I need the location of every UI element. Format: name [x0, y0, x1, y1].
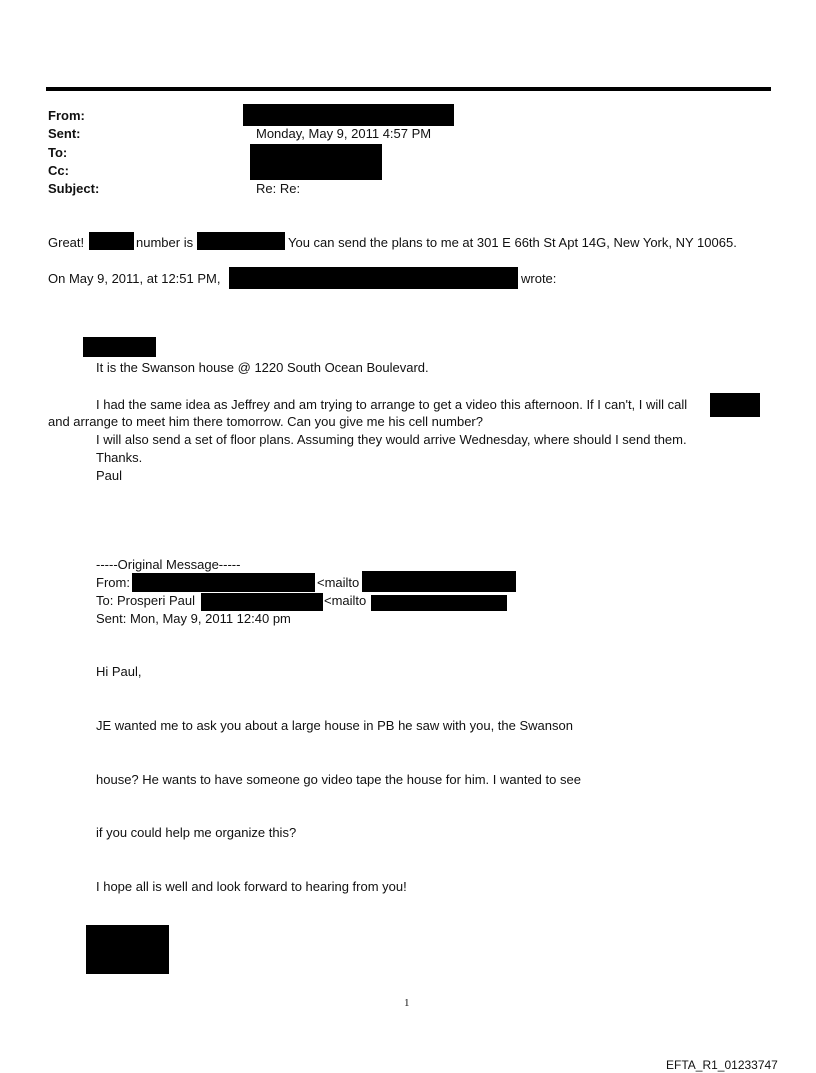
document-id: EFTA_R1_01233747	[666, 1058, 778, 1072]
body-paragraph-4: I hope all is well and look forward to hearing from you!	[96, 879, 407, 894]
reply-wrote: wrote:	[521, 271, 557, 286]
original-sent: Sent: Mon, May 9, 2011 12:40 pm	[96, 611, 291, 626]
page-number: 1	[404, 997, 410, 1009]
redaction-from	[243, 104, 454, 126]
redaction-signature	[86, 925, 169, 974]
body-greeting: Hi Paul,	[96, 664, 142, 679]
cc-label: Cc:	[48, 163, 69, 178]
original-from-label: From:	[96, 575, 130, 590]
quoted-line2a: I had the same idea as Jeffrey and am trying to arrange to get a video this afternoon. If I can't, I will call	[96, 397, 688, 412]
quoted-thanks: Thanks.	[96, 450, 143, 465]
from-label: From:	[48, 108, 85, 123]
original-mailto2: <mailto	[324, 593, 367, 608]
reply-great: Great!	[48, 235, 85, 250]
redaction-original-to-mailto	[371, 595, 507, 611]
body-paragraph-2: house? He wants to have someone go video tape the house for him. I wanted to see	[96, 772, 581, 787]
redaction-salutation	[83, 337, 156, 357]
redaction-original-to-email	[201, 593, 323, 611]
subject-label: Subject:	[48, 181, 100, 196]
quoted-line1: It is the Swanson house @ 1220 South Ocean Boulevard.	[96, 360, 429, 375]
original-divider: -----Original Message-----	[96, 557, 241, 572]
reply-on-date: On May 9, 2011, at 12:51 PM,	[48, 271, 221, 286]
sent-value: Monday, May 9, 2011 4:57 PM	[256, 126, 432, 141]
body-paragraph-1: JE wanted me to ask you about a large house in PB he saw with you, the Swanson	[96, 718, 573, 733]
header-rule	[46, 87, 771, 91]
quoted-line3: I will also send a set of floor plans. Assuming they would arrive Wednesday, where should I send them.	[96, 432, 687, 447]
redaction-number	[197, 232, 285, 250]
redaction-to-cc	[250, 144, 382, 180]
redaction-sender	[229, 267, 518, 289]
original-to: To: Prosperi Paul	[96, 593, 195, 608]
redaction-original-from	[132, 573, 315, 592]
original-mailto1: <mailto	[317, 575, 360, 590]
reply-number-is: number is	[136, 235, 194, 250]
redaction-name	[89, 232, 134, 250]
quoted-line2b: and arrange to meet him there tomorrow. Can you give me his cell number?	[48, 414, 483, 429]
redaction-original-from-email	[362, 571, 516, 592]
redaction-contact	[710, 393, 760, 417]
sent-label: Sent:	[48, 126, 81, 141]
reply-send-plans: You can send the plans to me at 301 E 66th St Apt 14G, New York, NY 10065.	[288, 235, 737, 250]
to-label: To:	[48, 145, 68, 160]
quoted-signature: Paul	[96, 468, 123, 483]
subject-value: Re: Re:	[256, 181, 301, 196]
body-paragraph-3: if you could help me organize this?	[96, 825, 297, 840]
